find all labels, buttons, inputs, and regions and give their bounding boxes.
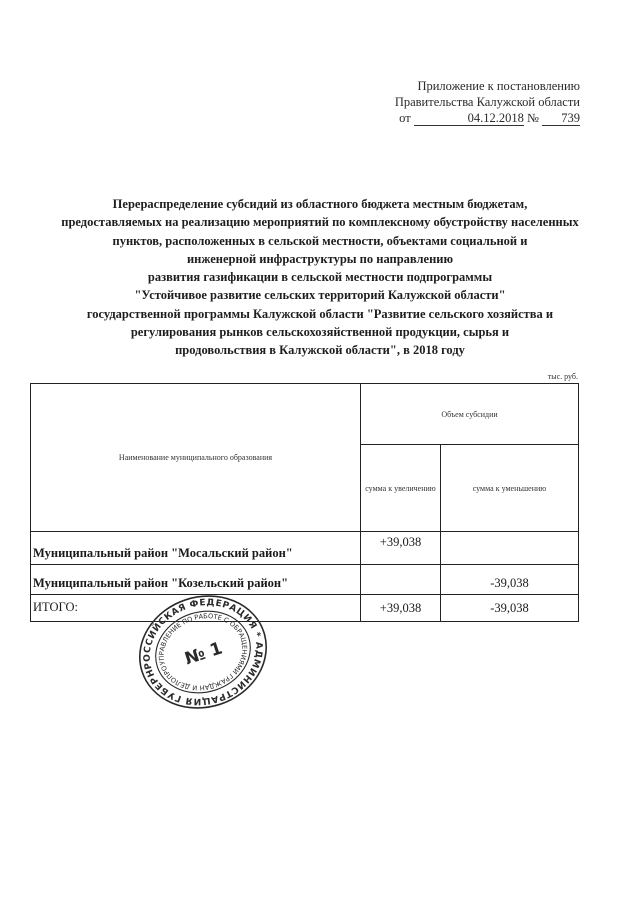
subsidy-table [30, 383, 579, 622]
title-line: регулирования рынков сельскохозяйственной продукции, сырья и [130, 325, 510, 340]
row-decrease [441, 532, 579, 565]
title-line: государственной программы Калужской области "Развитие сельского хозяйства и [86, 306, 554, 321]
appendix-line-2: Правительства Калужской области [394, 95, 580, 109]
title-line: пунктов, расположенных в сельской местности, объектами социальной и [112, 233, 528, 248]
appendix-date-line [395, 110, 580, 126]
title-line: продовольствия в Калужской области", в 2018 году [175, 343, 465, 358]
total-increase: +39,038 [361, 595, 441, 622]
stamp-outer-text: РОССИЙСКАЯ ФЕДЕРАЦИЯ * АДМИНИСТРАЦИЯ ГУБЕРНАТОРА [142, 598, 264, 706]
from-label: от [399, 111, 411, 125]
document-title [60, 195, 580, 360]
header-subsidy-volume: Объем субсидии [361, 384, 579, 445]
title-line: "Устойчивое развитие сельских территорий Калужской области" [134, 288, 506, 303]
appendix-line-1: Приложение к постановлению [417, 79, 580, 93]
title-line: инженерной инфраструктуры по направлению [186, 251, 454, 266]
total-label: ИТОГО: [31, 595, 361, 622]
header-increase: сумма к увеличению [361, 445, 441, 532]
row-municipality: Муниципальный район "Козельский район" [31, 565, 361, 595]
title-line: развития газификации в сельской местности подпрограммы [147, 270, 493, 285]
header-decrease: сумма к уменьшению [441, 445, 579, 532]
number-label: № [526, 111, 539, 125]
title-line: Перераспределение субсидий из областного бюджета местным бюджетам, [112, 197, 528, 211]
stamp-inner-text: УПРАВЛЕНИЕ ПО РАБОТЕ С ОБРАЩЕНИЯМИ ГРАЖДАН И ДЕЛОПРОИЗВОДСТВУ [157, 612, 249, 692]
official-stamp-seal [133, 592, 273, 712]
appendix-header [395, 78, 580, 126]
resolution-date: 04.12.2018 [414, 112, 524, 126]
row-municipality: Муниципальный район "Мосальский район" [31, 532, 361, 565]
stamp-graphic [133, 592, 273, 712]
total-decrease: -39,038 [441, 595, 579, 622]
units-label: тыс. руб. [547, 372, 578, 381]
title-line: предоставляемых на реализацию мероприятий по комплексному обустройству населенных [61, 215, 579, 230]
row-decrease: -39,038 [441, 565, 579, 595]
row-increase [361, 565, 441, 595]
resolution-number: 739 [542, 112, 580, 126]
stamp-number: № 1 [182, 638, 225, 670]
row-increase: +39,038 [361, 532, 441, 565]
table-total-row [31, 595, 579, 622]
table-row [31, 532, 579, 565]
header-municipality: Наименование муниципального образования [31, 384, 361, 532]
table-row [31, 565, 579, 595]
